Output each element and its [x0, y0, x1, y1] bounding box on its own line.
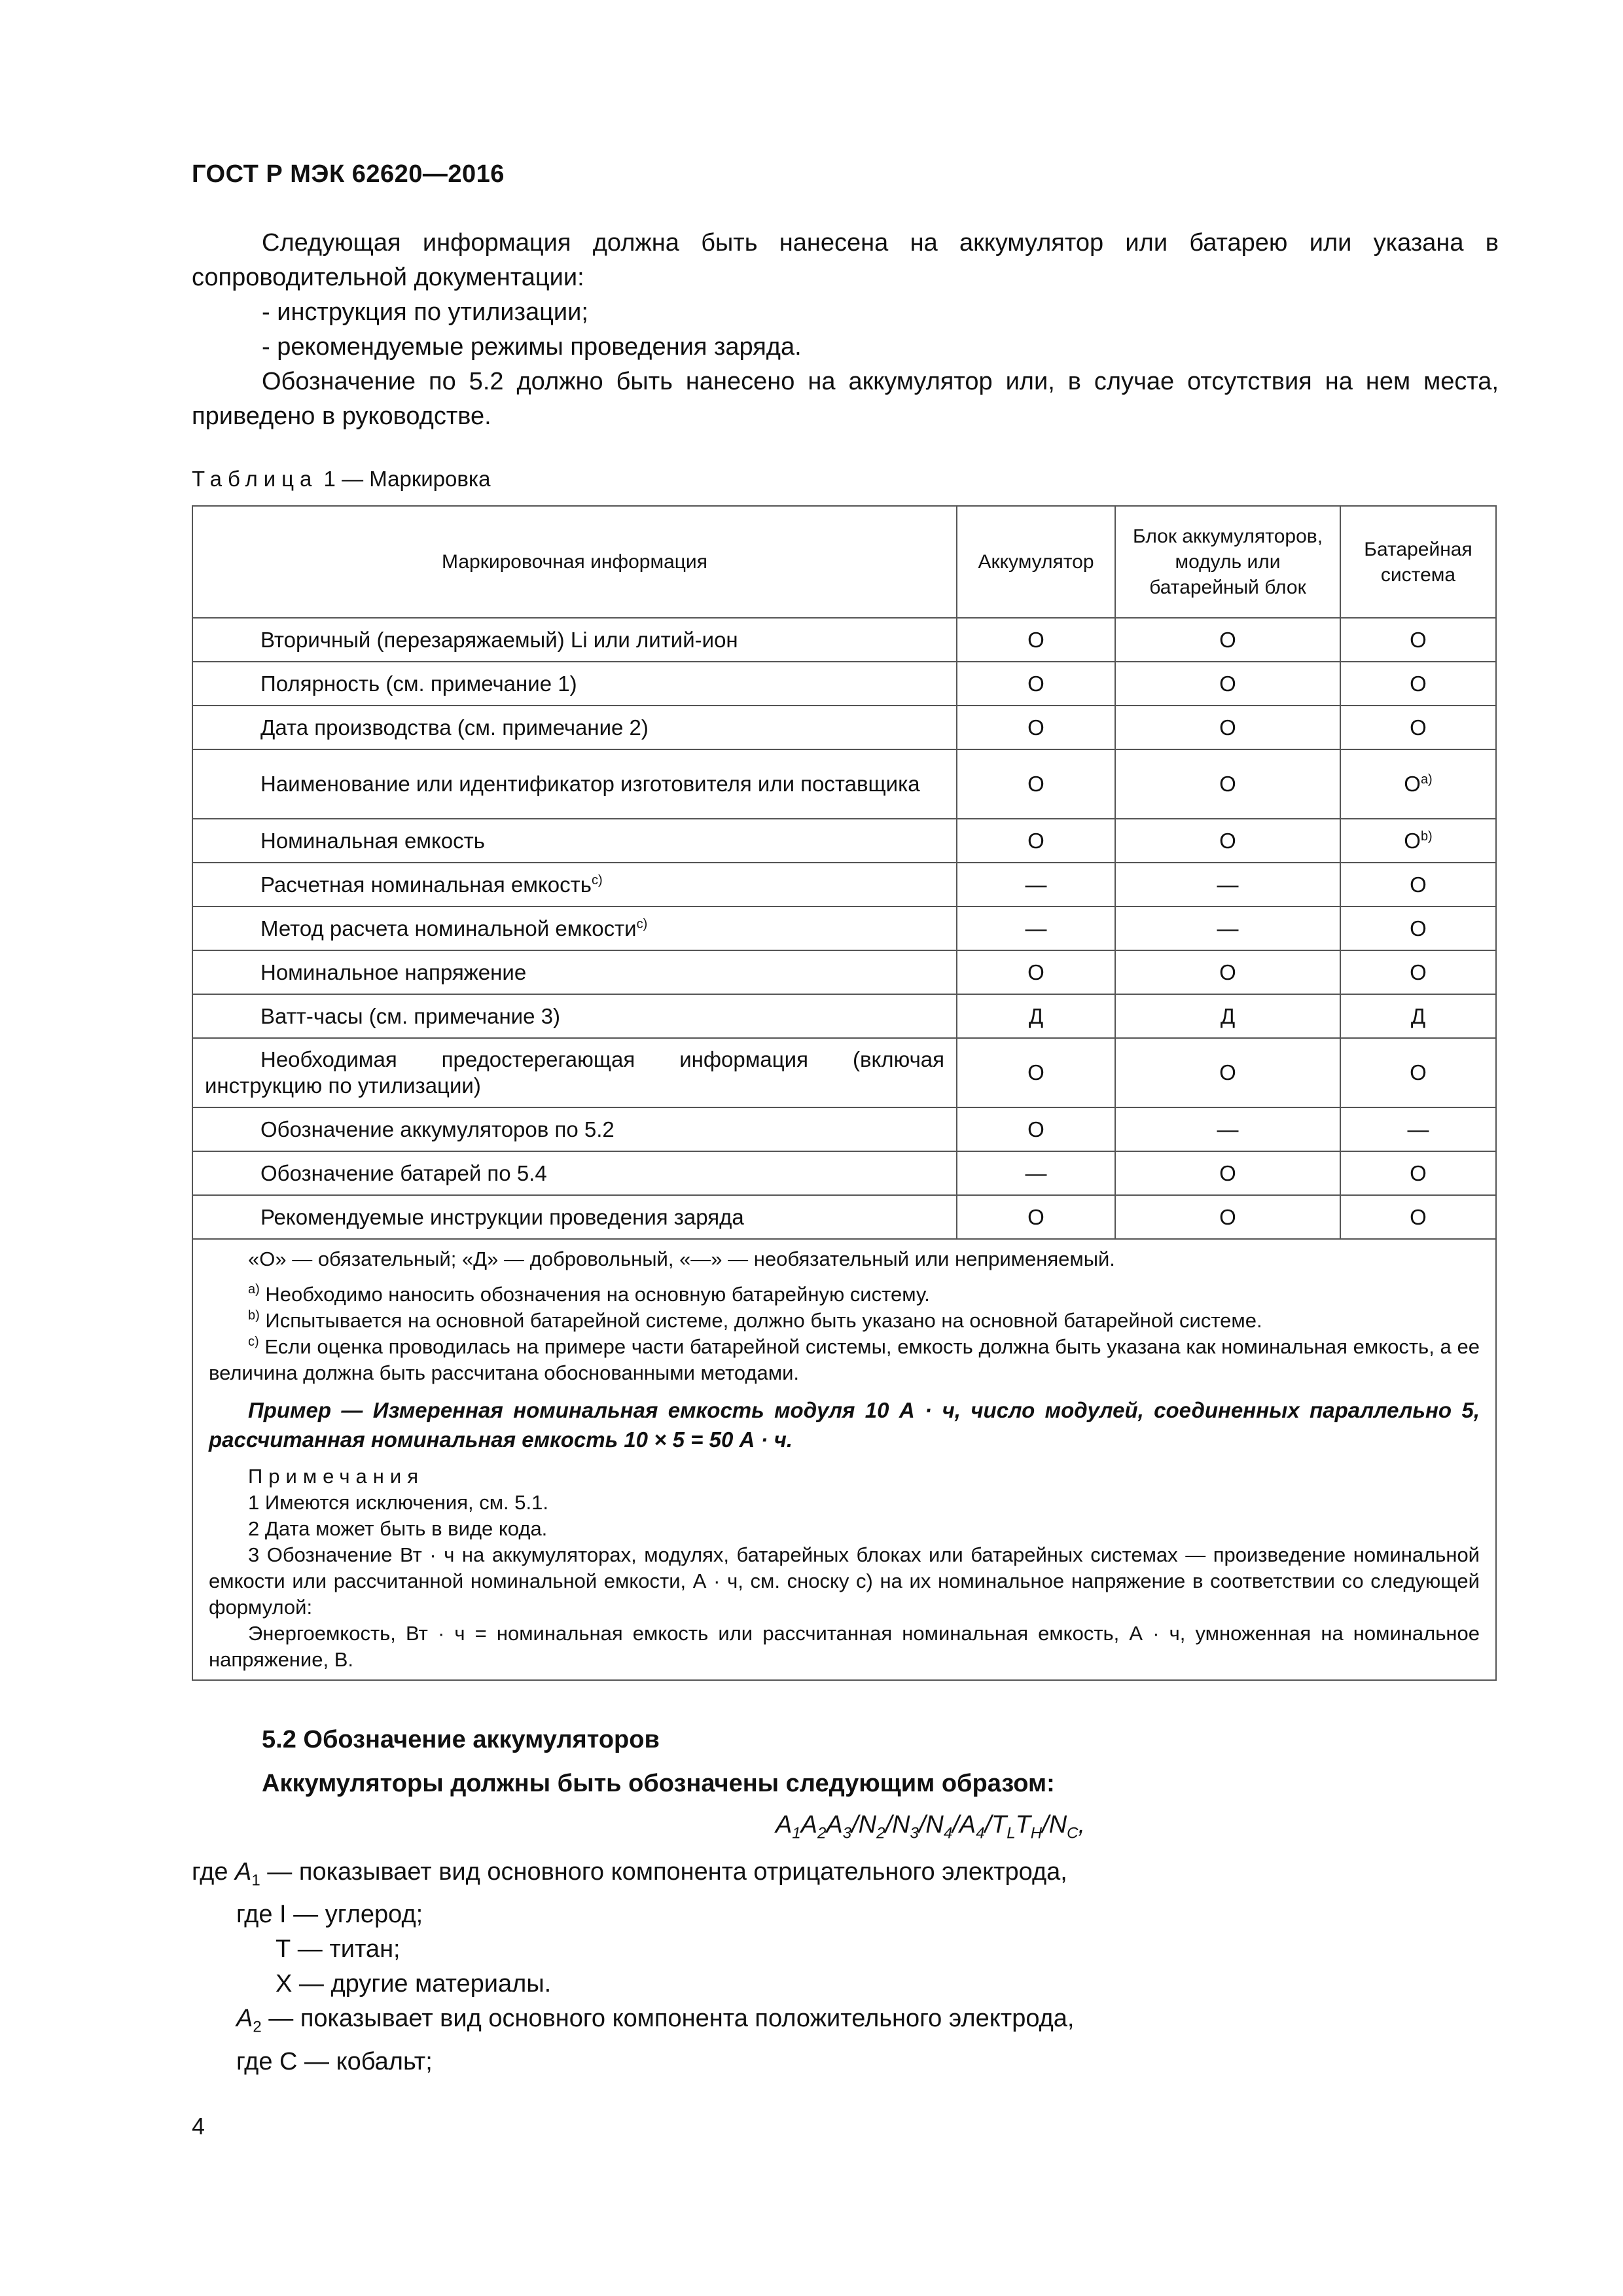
table-body — [192, 618, 1496, 1239]
table-row — [192, 863, 1496, 906]
row-label: Дата производства (см. примечание 2) — [192, 706, 957, 749]
section-title: 5.2 Обозначение аккумуляторов — [262, 1726, 660, 1753]
a2-option: где С — кобальт; — [236, 2047, 433, 2075]
row-value: Д — [1340, 994, 1496, 1038]
column-header: Батарейная система — [1340, 506, 1496, 618]
row-value: О — [1340, 1038, 1496, 1107]
row-value: О — [957, 1195, 1115, 1239]
footnote — [209, 1282, 1480, 1308]
note-item: 2 Дата может быть в виде кода. — [248, 1517, 548, 1540]
footnote-mark: b) — [248, 1308, 260, 1323]
table-row — [192, 906, 1496, 950]
note-item: 3 Обозначение Вт · ч на аккумуляторах, модулях, батарейных блоках или батарейных системах — произведение номинальной емкости или рассчитанной номинальной емкости, А · ч, см. сноску c) на их номинальное напряжение в соответствии со следующей формулой: — [209, 1543, 1480, 1619]
row-label: Обозначение батарей по 5.4 — [192, 1151, 957, 1195]
marking-table — [192, 505, 1497, 1681]
row-value: О — [1115, 618, 1340, 662]
intro-paragraph: Следующая информация должна быть нанесена на аккумулятор или батарею или указана в сопроводительной документации: — [192, 229, 1499, 291]
notes-title: Примечания — [248, 1465, 424, 1488]
table-row — [192, 994, 1496, 1038]
intro-text — [192, 226, 1499, 434]
row-value: О — [1340, 1195, 1496, 1239]
row-value: О — [1340, 950, 1496, 994]
table-row — [192, 1107, 1496, 1151]
row-value: О — [957, 1107, 1115, 1151]
definition-a1: где $A_1$ — показывает вид основного компонента отрицательного электрода, — [192, 1857, 1067, 1890]
row-value: О — [957, 950, 1115, 994]
row-label: Вторичный (перезаряжаемый) Li или литий-ион — [192, 618, 957, 662]
column-header: Блок аккумуляторов, модуль или батарейный блок — [1115, 506, 1340, 618]
row-value: О — [1115, 1151, 1340, 1195]
note-item: 1 Имеются исключения, см. 5.1. — [248, 1491, 548, 1514]
page-number: 4 — [192, 2113, 205, 2140]
row-label: Расчетная номинальная емкость$^{c)}$ — [192, 863, 957, 906]
row-label: Метод расчета номинальной емкости$^{c)}$ — [192, 906, 957, 950]
row-label: Ватт-часы (см. примечание 3) — [192, 994, 957, 1038]
footnote-mark: a) — [248, 1282, 260, 1297]
row-value: О — [1340, 1151, 1496, 1195]
row-value: Д — [1115, 994, 1340, 1038]
intro-paragraph: Обозначение по 5.2 должно быть нанесено на аккумулятор или, в случае отсутствия на нем места, приведено в руководстве. — [192, 368, 1499, 430]
row-value: О — [1115, 819, 1340, 863]
row-value: — — [1340, 1107, 1496, 1151]
row-value: О — [1340, 706, 1496, 749]
row-value: $О^{b)}$ — [1340, 819, 1496, 863]
table-row — [192, 1038, 1496, 1107]
row-value: Д — [957, 994, 1115, 1038]
row-value: $О^{а)}$ — [1340, 749, 1496, 819]
row-label: Рекомендуемые инструкции проведения заряда — [192, 1195, 957, 1239]
table-row — [192, 950, 1496, 994]
a1-option: где I — углерод; — [236, 1901, 423, 1929]
table-row — [192, 819, 1496, 863]
table-row — [192, 1195, 1496, 1239]
table-row — [192, 749, 1496, 819]
row-value: — — [1115, 863, 1340, 906]
table-caption-word: Таблица — [192, 467, 318, 491]
row-value: О — [1115, 1195, 1340, 1239]
row-value: О — [1115, 706, 1340, 749]
table-row — [192, 618, 1496, 662]
a1-option: X — другие материалы. — [276, 1970, 552, 1998]
section-lead: Аккумуляторы должны быть обозначены следующим образом: — [262, 1770, 1055, 1797]
row-label: Полярность (см. примечание 1) — [192, 662, 957, 706]
row-label: Номинальное напряжение — [192, 950, 957, 994]
table-notes — [192, 1239, 1496, 1680]
section-5-2 — [192, 1723, 1499, 2079]
footnote — [209, 1334, 1480, 1386]
row-value: — — [957, 863, 1115, 906]
row-value: О — [957, 618, 1115, 662]
footnote-mark: c) — [248, 1335, 259, 1349]
row-value: О — [1340, 662, 1496, 706]
row-value: О — [1340, 863, 1496, 906]
row-value: О — [1115, 950, 1340, 994]
footnote — [209, 1308, 1480, 1334]
footnote-text: Испытывается на основной батарейной системе, должно быть указано на основной батарейной системе. — [265, 1309, 1262, 1332]
column-header: Маркировочная информация — [192, 506, 957, 618]
row-value: О — [1115, 749, 1340, 819]
intro-list-item: - рекомендуемые режимы проведения заряда. — [262, 333, 802, 361]
row-value: О — [957, 662, 1115, 706]
row-value: О — [1340, 618, 1496, 662]
intro-list-item: - инструкция по утилизации; — [262, 298, 588, 326]
table-legend: «О» — обязательный; «Д» — добровольный, «—» — необязательный или неприменяемый. — [248, 1247, 1115, 1270]
footnote-text: Необходимо наносить обозначения на основную батарейную систему. — [265, 1283, 930, 1306]
table-row — [192, 1151, 1496, 1195]
row-label: Обозначение аккумуляторов по 5.2 — [192, 1107, 957, 1151]
row-value: О — [957, 1038, 1115, 1107]
row-value: — — [957, 1151, 1115, 1195]
column-header: Аккумулятор — [957, 506, 1115, 618]
table-caption-title: 1 — Маркировка — [317, 467, 491, 491]
footnote-text: Если оценка проводилась на примере части батарейной системы, емкость должна быть указана как номинальная емкость, а ее величина должна быть рассчитана обоснованными методами. — [209, 1335, 1480, 1384]
row-label: Наименование или идентификатор изготовителя или поставщика — [192, 749, 957, 819]
designation-formula: $A_1A_2A_3/N_2/N_3/N_4/A_4/T_LT_Н/N_C$, — [775, 1811, 1086, 1842]
row-value: О — [957, 819, 1115, 863]
a1-option: Т — титан; — [276, 1935, 401, 1964]
document-code-header: ГОСТ Р МЭК 62620—2016 — [192, 160, 505, 188]
row-value: — — [1115, 906, 1340, 950]
row-value: О — [1115, 1038, 1340, 1107]
row-value: О — [1340, 906, 1496, 950]
example-text: Пример — Измеренная номинальная емкость модуля 10 А · ч, число модулей, соединенных параллельно 5, рассчитанная номинальная емкость 10 × 5 = 50 А · ч. — [209, 1398, 1480, 1452]
note-item: Энергоемкость, Вт · ч = номинальная емкость или рассчитанная номинальная емкость, А · ч, умноженная на номинальное напряжение, В. — [209, 1622, 1480, 1671]
row-value: — — [1115, 1107, 1340, 1151]
row-label: Номинальная емкость — [192, 819, 957, 863]
definition-a2: $A_2$ — показывает вид основного компонента положительного электрода, — [236, 2005, 1075, 2036]
table-row — [192, 662, 1496, 706]
row-value: О — [1115, 662, 1340, 706]
row-value: — — [957, 906, 1115, 950]
row-label: Необходимая предостерегающая информация (включая инструкцию по утилизации) — [192, 1038, 957, 1107]
row-value: О — [957, 749, 1115, 819]
table-caption — [192, 467, 490, 492]
table-row — [192, 706, 1496, 749]
row-value: О — [957, 706, 1115, 749]
